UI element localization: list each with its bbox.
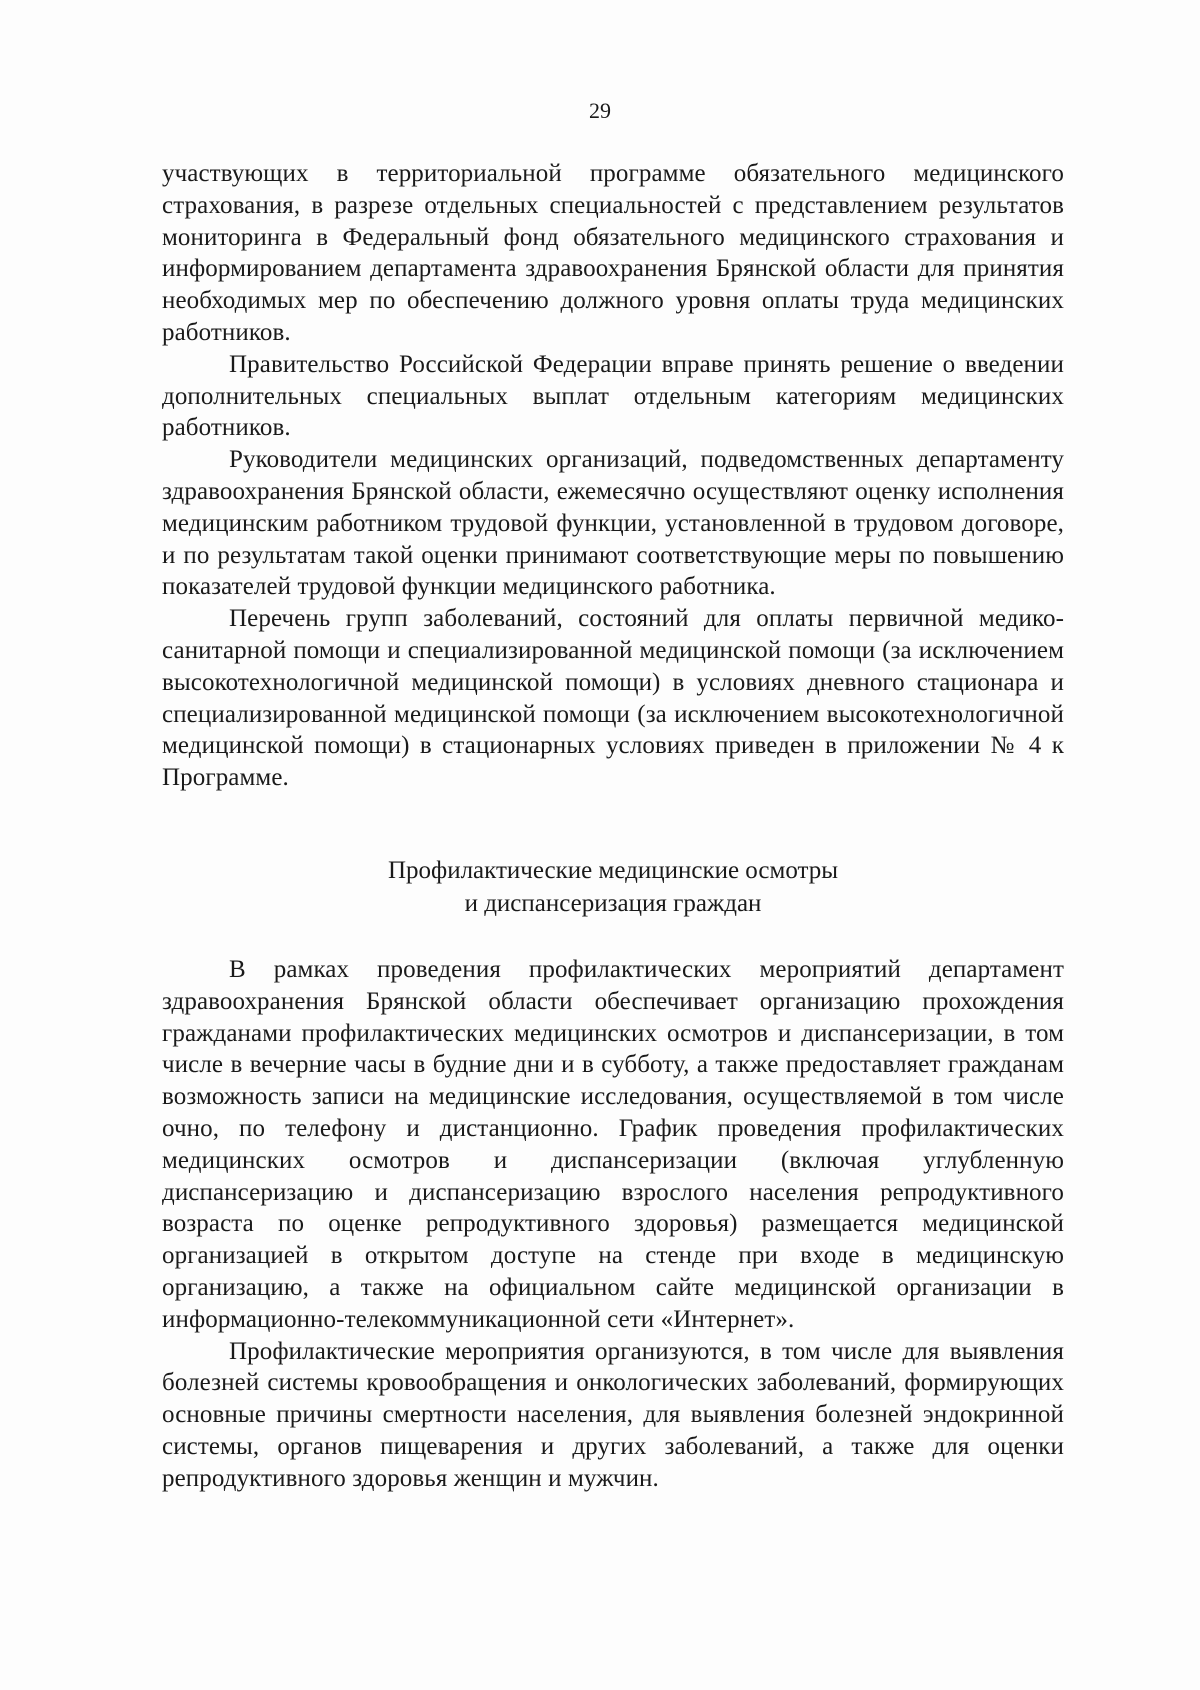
body-text-bottom [162, 954, 1064, 1495]
body-text-top [162, 158, 1064, 794]
page-number: 29 [589, 98, 611, 123]
paragraph-disease-groups-list: Перечень групп заболеваний, состояний для оплаты первичной медико-санитарной помощи и специализированной медицинской помощи (за исключением высокотехнологичной медицинской помощи) в условиях дневного стационара и специализированной медицинской помощи (за исключением высокотехнологичной медицинской помощи) в стационарных условиях приведен в приложении № 4 к Программе. [162, 605, 1064, 792]
section-heading [162, 854, 1064, 920]
paragraph-continuation: участвующих в территориальной программе обязательного медицинского страхования, в разрезе отдельных специальностей с представлением результатов мониторинга в Федеральный фонд обязательного медицинского страхования и информированием департамента здравоохранения Брянской области для принятия необходимых мер по обеспечению должного уровня оплаты труда медицинских работников. [162, 160, 1064, 346]
paragraph-preventive-organization: Профилактические мероприятия организуются, в том числе для выявления болезней системы кровообращения и онкологических заболеваний, формирующих основные причины смертности населения, для выявления болезней эндокринной системы, органов пищеварения и других заболеваний, а также для оценки репродуктивного здоровья женщин и мужчин. [162, 1337, 1064, 1492]
paragraph-preventive-measures: В рамках проведения профилактических мероприятий департамент здравоохранения Брянской области обеспечивает организацию прохождения гражданами профилактических медицинских осмотров и диспансеризации, в том числе в вечерние часы в будние дни и в субботу, а также предоставляет гражданам возможность записи на медицинские исследования, осуществляемой в том числе очно, по телефону и дистанционно. График проведения профилактических медицинских осмотров и диспансеризации (включая углубленную диспансеризацию и диспансеризацию взрослого населения репродуктивного возраста по оценке репродуктивного здоровья) размещается медицинской организацией в открытом доступе на стенде при входе в медицинскую организацию, а также на официальном сайте медицинской организации в информационно-телекоммуникационной сети «Интернет». [162, 956, 1064, 1333]
section-heading-line-2: и диспансеризация граждан [464, 890, 762, 917]
paragraph-heads-of-organizations: Руководители медицинских организаций, подведомственных департаменту здравоохранения Брянской области, ежемесячно осуществляют оценку исполнения медицинским работником трудовой функции, установленной в трудовом договоре, и по результатам такой оценки принимают соответствующие меры по повышению показателей трудовой функции медицинского работника. [162, 446, 1064, 601]
paragraph-government-decision: Правительство Российской Федерации вправе принять решение о введении дополнительных специальных выплат отдельным категориям медицинских работников. [162, 350, 1064, 442]
section-heading-line-1: Профилактические медицинские осмотры [387, 857, 839, 884]
